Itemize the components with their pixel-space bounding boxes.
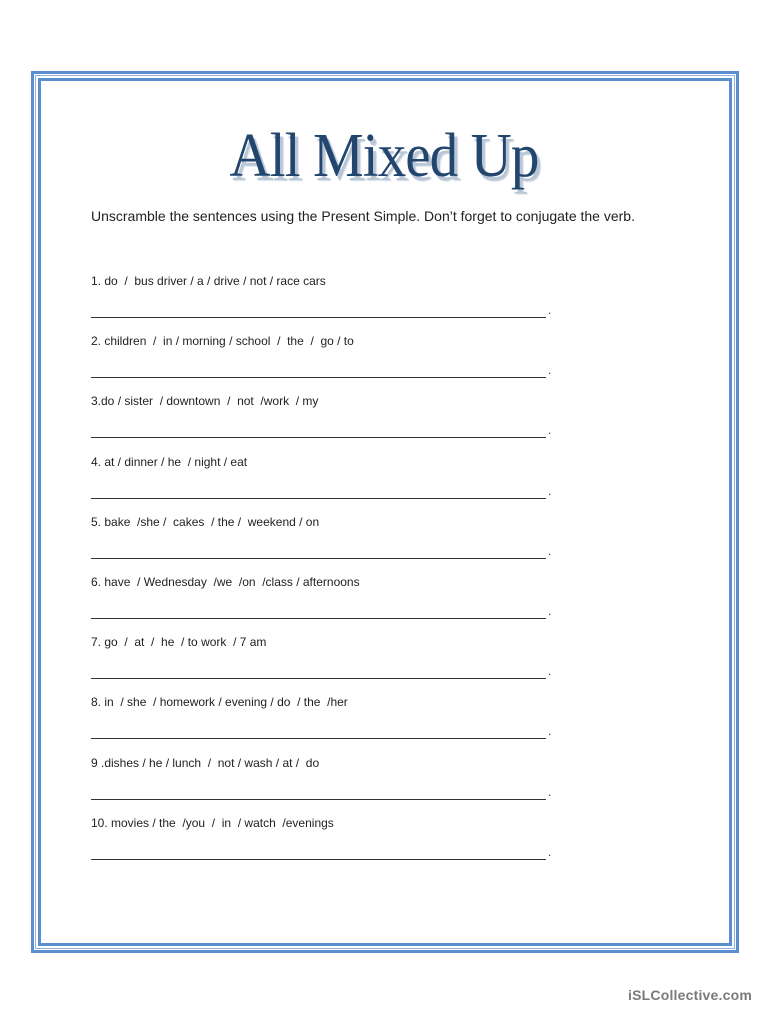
site-watermark: iSLCollective.com bbox=[628, 987, 752, 1003]
exercise-item-1 bbox=[91, 272, 561, 332]
exercise-item-2 bbox=[91, 332, 561, 392]
exercise-prompt: 8. in / she / homework / evening / do / the /her bbox=[91, 695, 348, 710]
answer-line[interactable] bbox=[91, 663, 546, 679]
exercise-prompt: 2. children / in / morning / school / the / go / to bbox=[91, 334, 354, 349]
answer-line[interactable] bbox=[91, 723, 546, 739]
exercise-prompt: 1. do / bus driver / a / drive / not / race cars bbox=[91, 274, 326, 288]
exercise-item-4 bbox=[91, 453, 561, 513]
exercise-prompt: 7. go / at / he / to work / 7 am bbox=[91, 635, 267, 650]
exercise-prompt: 3.do / sister / downtown / not /work / my bbox=[91, 394, 319, 409]
worksheet-title: All Mixed Up bbox=[229, 122, 539, 190]
answer-period: . bbox=[548, 724, 552, 739]
exercise-prompt: 5. bake /she / cakes / the / weekend / on bbox=[91, 514, 320, 529]
exercise-prompt: 9 .dishes / he / lunch / not / wash / at / do bbox=[91, 755, 320, 770]
answer-period: . bbox=[548, 784, 552, 799]
exercise-item-8 bbox=[91, 693, 561, 753]
exercise-prompt: 6. have / Wednesday /we /on /class / afternoons bbox=[91, 574, 360, 589]
exercise-prompt: 10. movies / the /you / in / watch /evenings bbox=[91, 815, 334, 830]
answer-period: . bbox=[548, 363, 552, 378]
answer-period: . bbox=[548, 543, 552, 558]
exercise-item-6 bbox=[91, 573, 561, 633]
exercise-item-10 bbox=[91, 814, 561, 874]
answer-period: . bbox=[548, 844, 552, 859]
exercise-item-9 bbox=[91, 754, 561, 814]
answer-line[interactable] bbox=[91, 784, 546, 800]
answer-period: . bbox=[548, 483, 552, 498]
answer-line[interactable] bbox=[91, 302, 546, 318]
answer-line[interactable] bbox=[91, 422, 546, 438]
instructions-text: Unscramble the sentences using the Present Simple. Don’t forget to conjugate the verb. bbox=[91, 208, 635, 224]
answer-period: . bbox=[548, 423, 552, 438]
answer-period: . bbox=[548, 664, 552, 679]
answer-line[interactable] bbox=[91, 844, 546, 860]
answer-period: . bbox=[548, 603, 552, 618]
exercise-item-7 bbox=[91, 633, 561, 693]
exercise-item-5 bbox=[91, 513, 561, 573]
answer-line[interactable] bbox=[91, 603, 546, 619]
answer-line[interactable] bbox=[91, 483, 546, 499]
answer-line[interactable] bbox=[91, 362, 546, 378]
exercise-item-3 bbox=[91, 392, 561, 452]
answer-period: . bbox=[548, 303, 552, 317]
exercise-prompt: 4. at / dinner / he / night / eat bbox=[91, 454, 248, 469]
answer-line[interactable] bbox=[91, 543, 546, 559]
exercise-list bbox=[91, 272, 561, 874]
